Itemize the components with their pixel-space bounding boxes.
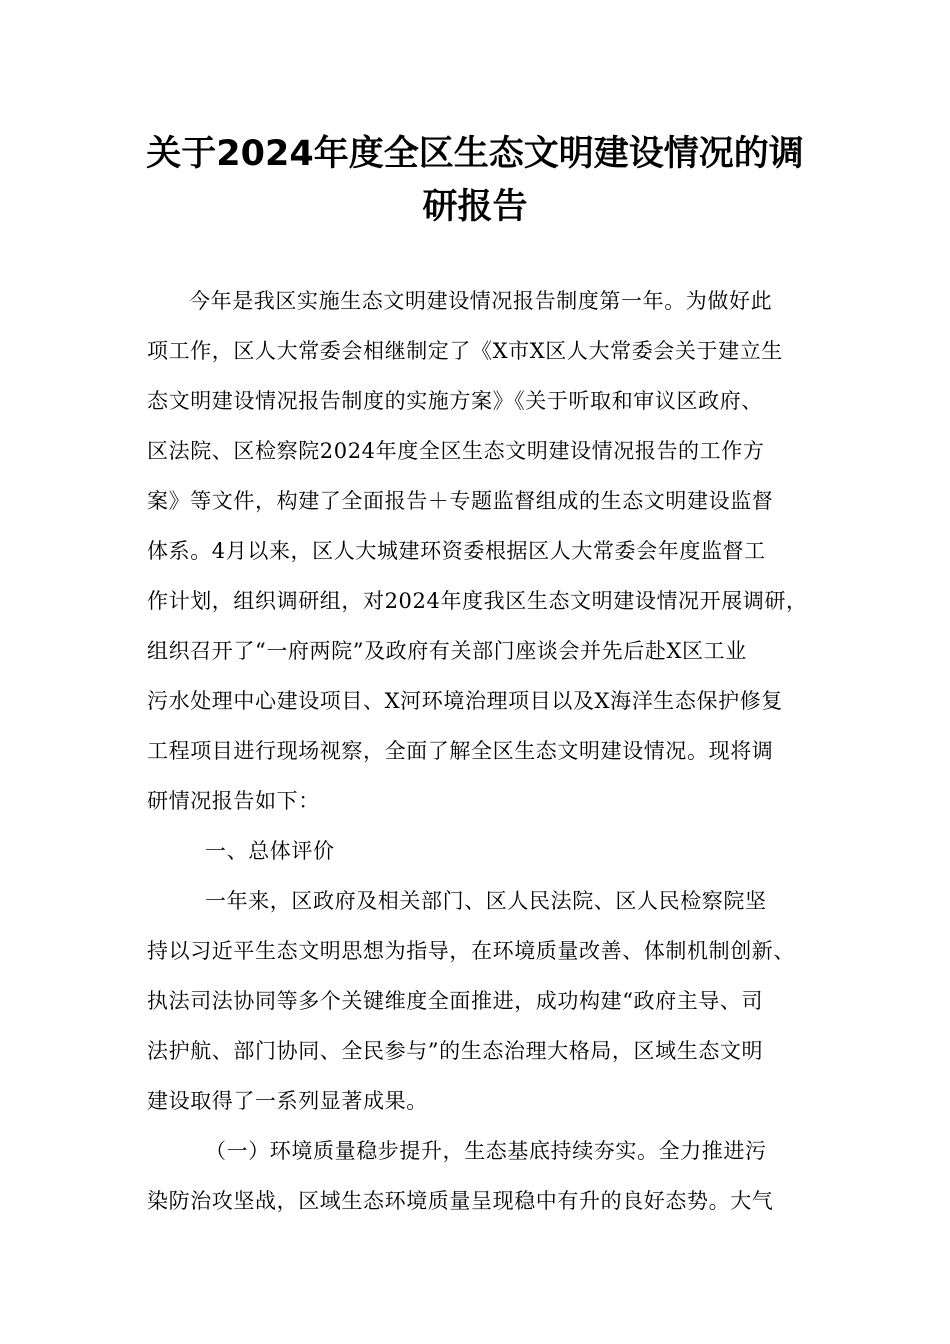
- paragraph-3-line: 染防治攻坚战，区域生态环境质量呈现稳中有升的良好态势。大气: [147, 1189, 774, 1213]
- paragraph-1-line: 研情况报告如下：: [147, 789, 320, 813]
- paragraph-2-line: 一年来，区政府及相关部门、区人民法院、区人民检察院坚: [205, 889, 767, 913]
- paragraph-2-line: 执法司法协同等多个关键维度全面推进，成功构建“政府主导、司: [147, 989, 764, 1013]
- paragraph-1-line: 作计划，组织调研组，对2024年度我区生态文明建设情况开展调研，: [147, 589, 808, 613]
- paragraph-2-line: 法护航、部门协同、全民参与”的生态治理大格局，区域生态文明: [147, 1039, 764, 1063]
- paragraph-1-line: 态文明建设情况报告制度的实施方案》《关于听取和审议区政府、: [147, 389, 763, 413]
- title-line-1: 关于2024年度全区生态文明建设情况的调: [146, 134, 804, 174]
- paragraph-1-line: 体系。4月以来，区人大城建环资委根据区人大常委会年度监督工: [147, 539, 766, 563]
- paragraph-1-line: 区法院、区检察院2024年度全区生态文明建设情况报告的工作方: [147, 439, 765, 463]
- paragraph-1-line: 组织召开了“一府两院”及政府有关部门座谈会并先后赴X区工业: [147, 639, 747, 663]
- paragraph-1-line: 案》等文件，构建了全面报告＋专题监督组成的生态文明建设监督: [147, 489, 774, 513]
- document-title: [100, 128, 850, 234]
- section-heading: 一、总体评价: [205, 839, 335, 863]
- paragraph-1-line: 污水处理中心建设项目、X河环境治理项目以及X海洋生态保护修复: [147, 689, 783, 713]
- paragraph-1-line: 项工作，区人大常委会相继制定了《X市X区人大常委会关于建立生: [147, 339, 783, 363]
- title-line-2: 研报告: [422, 187, 528, 227]
- paragraph-2-line: 持以习近平生态文明思想为指导，在环境质量改善、体制机制创新、: [147, 939, 795, 963]
- paragraph-2-line: 建设取得了一系列显著成果。: [147, 1089, 428, 1113]
- paragraph-3-line: （一）环境质量稳步提升，生态基底持续夯实。全力推进污: [205, 1139, 767, 1163]
- paragraph-1-line: 工程项目进行现场视察，全面了解全区生态文明建设情况。现将调: [147, 739, 774, 763]
- paragraph-1-line: 今年是我区实施生态文明建设情况报告制度第一年。为做好此: [189, 289, 773, 313]
